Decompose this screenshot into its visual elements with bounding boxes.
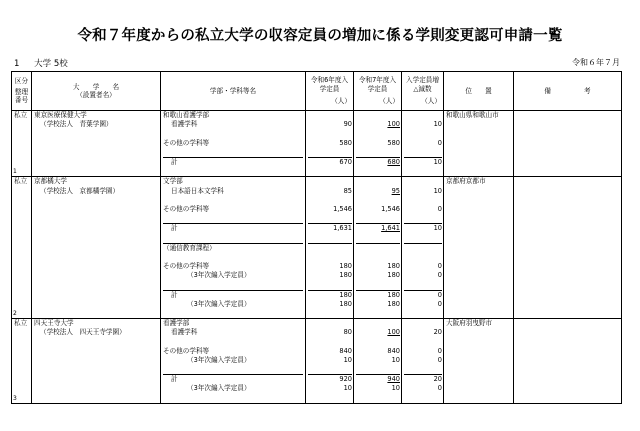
faculty-cell (161, 319, 306, 404)
notes-cell (514, 177, 622, 319)
university-cell (32, 177, 161, 319)
diff-value: 0 (437, 262, 442, 270)
faculty-line (163, 338, 303, 347)
r7-value: 940 (356, 374, 400, 384)
r6-value: 90 (343, 120, 352, 129)
header-kubun (12, 72, 32, 111)
r6-cell (306, 319, 354, 404)
diff-value (404, 177, 442, 186)
r6-value (308, 129, 352, 138)
faculty-line: その他の学科等 (163, 262, 210, 270)
diff-value: 20 (404, 374, 442, 384)
location-value: 和歌山県和歌山市 (446, 111, 499, 119)
header-r7 (354, 72, 402, 111)
location-cell (444, 319, 514, 404)
faculty-line (163, 167, 303, 176)
r6-value: 180 (339, 299, 352, 308)
kubun-cell (12, 177, 32, 319)
r7-value: 580 (387, 138, 400, 147)
r7-value (356, 148, 400, 157)
diff-cell (402, 111, 444, 177)
diff-value (404, 309, 442, 318)
diff-value: 0 (437, 204, 442, 213)
faculty-line (163, 233, 303, 242)
header-r6 (306, 72, 354, 111)
r7-value (356, 280, 400, 289)
founder-name: （学校法人 京都橘学園） (40, 186, 120, 195)
r7-value: 180 (356, 290, 400, 300)
faculty-line: （通信教育課程） (163, 243, 303, 253)
header-founder-label: （設置者名） (76, 91, 116, 99)
diff-value (404, 111, 442, 120)
header-location: 位 置 (444, 72, 514, 111)
header-seiri-label: 整理番号 (14, 87, 29, 105)
kubun-label: 私立 (14, 111, 28, 119)
r6-cell (306, 177, 354, 319)
r6-value (308, 196, 352, 205)
diff-value: 10 (433, 120, 442, 129)
header-university-label: 大 学 名 (72, 82, 120, 91)
r7-cell (354, 111, 402, 177)
r6-value (308, 148, 352, 157)
faculty-line: 計 (163, 374, 303, 384)
diff-value (404, 394, 442, 403)
r7-value: 100 (387, 328, 400, 337)
r7-value (356, 243, 400, 253)
faculty-line (163, 365, 303, 374)
diff-cell (402, 319, 444, 404)
diff-value (404, 365, 442, 374)
faculty-line (163, 309, 303, 318)
faculty-line: 看護学部 (163, 319, 190, 328)
r6-value: 80 (343, 328, 352, 337)
r7-value: 180 (387, 262, 400, 270)
r7-value (356, 233, 400, 242)
r7-value (356, 338, 400, 347)
r7-value (356, 319, 400, 328)
faculty-line: 和歌山看護学部 (163, 111, 210, 119)
row-index: 3 (13, 394, 17, 402)
section-number: 1 (14, 59, 20, 69)
r6-value (308, 233, 352, 242)
row-index: 2 (13, 309, 17, 317)
section-text: 大学 5校 (34, 59, 68, 69)
faculty-line: 文学部 (163, 177, 183, 186)
diff-value: 0 (437, 299, 442, 308)
r6-value (308, 177, 352, 186)
r7-value (356, 365, 400, 374)
r6-value: 85 (343, 186, 352, 195)
row-index: 1 (13, 168, 17, 176)
table-row (12, 111, 622, 177)
r6-value (308, 365, 352, 374)
diff-value: 10 (404, 223, 442, 233)
notes-cell (514, 319, 622, 404)
r7-cell (354, 319, 402, 404)
diff-cell (402, 177, 444, 319)
diff-value: 0 (437, 346, 442, 355)
faculty-line: （3年次編入学定員） (187, 271, 251, 280)
faculty-line: 看護学科 (171, 328, 198, 337)
faculty-line: 計 (163, 223, 303, 233)
r6-value (308, 309, 352, 318)
faculty-line (163, 148, 303, 157)
r6-value: 580 (339, 138, 352, 147)
application-table (11, 71, 622, 404)
university-name: 四天王寺大学 (34, 319, 74, 328)
faculty-line (163, 129, 303, 138)
r7-cell (354, 177, 402, 319)
table-row (12, 319, 622, 404)
location-cell (444, 111, 514, 177)
notes-cell (514, 111, 622, 177)
diff-value (404, 319, 442, 328)
diff-value: 0 (437, 355, 442, 364)
header-r7-label: 令和7年度入学定員 (358, 76, 397, 93)
header-row (12, 72, 622, 111)
r7-value: 1,641 (356, 223, 400, 233)
location-value: 京都府京都市 (446, 177, 486, 186)
university-cell (32, 319, 161, 404)
faculty-line: （3年次編入学定員） (187, 299, 251, 308)
r7-value (356, 214, 400, 223)
r7-value: 10 (391, 355, 400, 364)
r6-value (308, 243, 352, 253)
r6-value: 10 (343, 355, 352, 364)
r7-value (356, 167, 400, 176)
document-date: 令和６年７月 (572, 58, 620, 67)
r7-value: 1,546 (381, 204, 400, 213)
location-cell (444, 177, 514, 319)
r7-value: 840 (387, 346, 400, 355)
r6-value: 920 (308, 374, 352, 384)
faculty-line: その他の学科等 (163, 346, 210, 355)
r7-value: 680 (356, 157, 400, 167)
r6-value (308, 280, 352, 289)
faculty-line (163, 280, 303, 289)
faculty-line: （3年次編入学定員） (187, 355, 251, 364)
diff-value (404, 167, 442, 176)
r6-value (308, 214, 352, 223)
r6-value: 1,546 (333, 204, 352, 213)
faculty-line: 看護学科 (171, 120, 198, 129)
r6-value (308, 338, 352, 347)
diff-value: 0 (437, 384, 442, 393)
diff-value (404, 214, 442, 223)
r7-value (356, 253, 400, 262)
r6-value: 1,631 (308, 223, 352, 233)
r7-value (356, 309, 400, 318)
r6-value: 670 (308, 157, 352, 167)
faculty-line (163, 253, 303, 262)
faculty-line: 日本語日本文学科 (171, 186, 224, 195)
faculty-cell (161, 177, 306, 319)
faculty-line (163, 196, 303, 205)
r7-value (356, 394, 400, 403)
r6-value (308, 394, 352, 403)
header-diff-unit: （人） (421, 97, 441, 106)
kubun-cell (12, 319, 32, 404)
diff-value (404, 338, 442, 347)
diff-value: 20 (433, 328, 442, 337)
r7-value: 95 (391, 186, 400, 195)
university-cell (32, 111, 161, 177)
r6-value: 180 (339, 271, 352, 280)
diff-value: 10 (433, 186, 442, 195)
kubun-cell (12, 111, 32, 177)
r7-value (356, 196, 400, 205)
diff-value: 10 (404, 157, 442, 167)
diff-value: 0 (437, 138, 442, 147)
university-name: 東京医療保健大学 (34, 111, 87, 119)
page-title: 令和７年度からの私立大学の収容定員の増加に係る学則変更認可申請一覧 (77, 28, 563, 44)
r7-value: 100 (387, 120, 400, 129)
r7-value: 180 (387, 271, 400, 280)
kubun-label: 私立 (14, 319, 28, 328)
header-diff (402, 72, 444, 111)
header-r7-unit: （人） (379, 97, 399, 106)
r7-value (356, 129, 400, 138)
header-notes: 備 考 (514, 72, 622, 111)
faculty-line (163, 394, 303, 403)
r6-value (308, 319, 352, 328)
header-university (32, 72, 161, 111)
r7-value: 180 (387, 299, 400, 308)
r6-value (308, 167, 352, 176)
r7-value (356, 111, 400, 120)
kubun-label: 私立 (14, 177, 28, 186)
founder-name: （学校法人 青葉学園） (40, 120, 113, 129)
location-value: 大阪府羽曳野市 (446, 319, 493, 328)
diff-value (404, 280, 442, 289)
r6-value: 180 (308, 290, 352, 300)
faculty-line: 計 (163, 290, 303, 300)
founder-name: （学校法人 四天王寺学園） (40, 328, 126, 337)
diff-value (404, 196, 442, 205)
header-diff-label: 入学定員増△減数 (406, 76, 439, 93)
section-heading (14, 57, 68, 69)
r6-value: 840 (339, 346, 352, 355)
diff-value (404, 148, 442, 157)
r6-value (308, 253, 352, 262)
header-faculty: 学部・学科等名 (161, 72, 306, 111)
r6-value: 10 (343, 384, 352, 393)
header-r6-unit: （人） (331, 97, 351, 106)
diff-value (404, 243, 442, 253)
table-row (12, 177, 622, 319)
faculty-line (163, 214, 303, 223)
diff-value (404, 233, 442, 242)
faculty-line: その他の学科等 (163, 138, 210, 147)
faculty-cell (161, 111, 306, 177)
r6-cell (306, 111, 354, 177)
header-kubun-label: 区分 (14, 77, 29, 86)
r7-value: 10 (391, 384, 400, 393)
diff-value: 0 (404, 290, 442, 300)
diff-value (404, 253, 442, 262)
r6-value (308, 111, 352, 120)
r6-value: 180 (339, 262, 352, 270)
faculty-line: その他の学科等 (163, 204, 210, 213)
diff-value (404, 129, 442, 138)
header-r6-label: 令和6年度入学定員 (310, 76, 349, 93)
faculty-line: （3年次編入学定員） (187, 384, 251, 393)
faculty-line: 計 (163, 157, 303, 167)
r7-value (356, 177, 400, 186)
diff-value: 0 (437, 271, 442, 280)
university-name: 京都橘大学 (34, 177, 67, 186)
